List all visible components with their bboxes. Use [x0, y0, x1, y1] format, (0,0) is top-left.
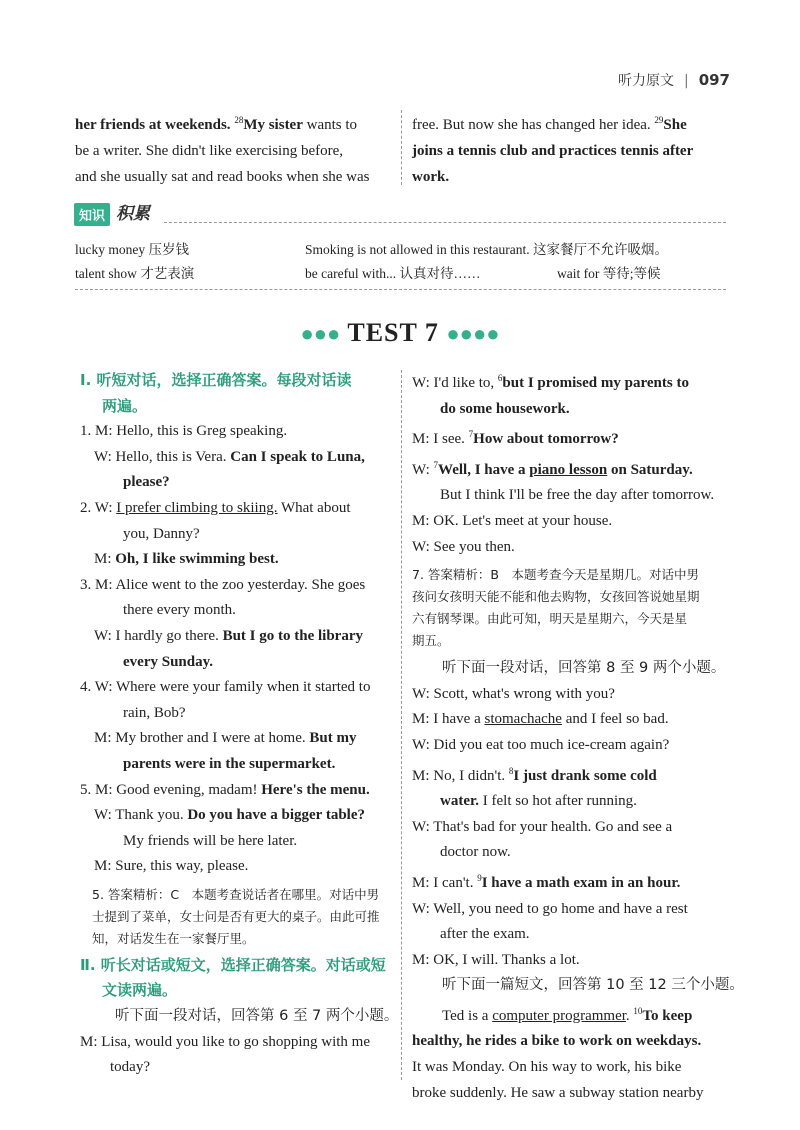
speaker: W:: [412, 375, 430, 391]
vocab-item: lucky money 压岁钱: [75, 242, 189, 257]
text-bold: But my: [309, 730, 357, 747]
text: Ted is a: [442, 1007, 493, 1024]
instruction: 听下面一篇短文，回答第 10 至 12 三个小题。: [442, 977, 744, 994]
text: Well, you need to go home and have a rest: [433, 900, 688, 917]
speaker: W:: [412, 685, 430, 702]
text-bold: but I promised my parents to: [502, 375, 689, 391]
knowledge-badge: 知识: [74, 203, 110, 226]
column-divider: [401, 110, 402, 185]
question-line: [80, 496, 400, 522]
text: OK. Let's meet at your house.: [433, 512, 613, 529]
question-line: [80, 445, 400, 471]
text: Lisa, would you like to go shopping with me: [101, 1033, 370, 1050]
text-bold: To keep: [642, 1007, 693, 1024]
text-bold: Can I speak to Luna,: [230, 448, 365, 465]
text-bold: Oh, I like swimming best.: [115, 551, 279, 568]
knowledge-title: 积累: [116, 204, 150, 224]
text-bold: work.: [412, 169, 450, 185]
vocab-item: wait for 等待;等候: [557, 266, 661, 281]
section-heading: Ⅰ. 听短对话，选择正确答案。每段对话读: [80, 371, 352, 389]
circled-number: 9: [477, 872, 482, 883]
speaker: 5. M:: [80, 781, 113, 798]
text-bold: My sister: [243, 117, 303, 133]
underlined-text: I prefer climbing to skiing.: [116, 499, 278, 516]
text: That's bad for your health. Go and see a: [433, 818, 673, 835]
text: I'd like to,: [433, 375, 495, 391]
text-bold: How about tomorrow?: [473, 431, 619, 448]
instruction: 听下面一段对话，回答第 6 至 7 两个小题。: [115, 1008, 399, 1025]
text-bold: her friends at weekends.: [75, 117, 231, 133]
section-heading: Ⅱ. 听长对话或短文，选择正确答案。对话或短: [80, 955, 386, 974]
test-title: [0, 318, 800, 348]
text-bold: please?: [123, 474, 170, 491]
question-line: [80, 419, 400, 445]
answer-note: 士提到了菜单，女士问是否有更大的桌子。由此可推: [92, 908, 380, 924]
text-bold: Do you have a bigger table?: [187, 807, 365, 824]
circled-number: 8: [508, 765, 514, 776]
speaker: M:: [412, 431, 430, 448]
circled-number: 6: [497, 373, 503, 383]
section-heading: 文读两遍。: [102, 981, 178, 1000]
text: I hardly go there.: [115, 627, 219, 644]
text: free. But now she has changed her idea.: [412, 117, 651, 133]
title-dots-left: ●●●: [300, 321, 341, 346]
circled-number: 7: [433, 459, 439, 470]
text-bold: do some housework.: [440, 400, 570, 417]
top-right-text: [412, 107, 730, 190]
speaker: 3. M:: [80, 576, 113, 593]
speaker: M:: [94, 730, 112, 747]
speaker: M:: [412, 711, 430, 728]
speaker: 2. W:: [80, 499, 113, 516]
text: Did you eat too much ice-cream again?: [433, 736, 670, 753]
vocab-item: be careful with... 认真对待……: [305, 266, 481, 281]
text-bold: I just drank some cold: [513, 767, 657, 784]
answer-note: 知，对话发生在一家餐厅里。: [92, 930, 255, 946]
answer-note: 7. 答案精析：B 本题考查今天是星期几。对话中男: [412, 567, 699, 583]
text-bold: I have a math exam in an hour.: [481, 874, 681, 891]
right-column: W: I'd like to, $^6$but I promised my parents to do some housework. M: I see. $^7$How about tomorrow? W: $^7$Well, I have a piano lesson on Saturday. But I think I'll be free the day after tomorrow. M: OK. Let's meet at your house. W: See you then. 7. 答案精析：B 本题考查今天是星期几。对话中男 孩问女孩明天能不能和他去购物，女孩回答说她星期 六有钢琴课。由此可知，明天是星期六，今天是星 期五。 听下面一段对话，回答第 8 至 9 两个小题。 W: Scott, what's wrong with you? M: I have a stomachache and I feel so bad. W: Did you eat too much ice-cream again? M: No, I didn't. $^8$I just drank some cold water. I felt so hot after running. W: That's bad for your health. Go and see a doctor now. M: I can't. $^9$I have a math exam in an hour. W: Well, you need to go home and have a rest after the exam. M: OK, I will. Thanks a lot. 听下面一篇短文，回答第 10 至 12 三个小题。 Ted is a computer programmer. $^{10}$To keep healthy, he rides a bike to work on weekdays. It was Monday. On his way to work, his bike broke suddenly. He saw a subway station nearby: [412, 366, 732, 1106]
text: you, Danny?: [123, 525, 200, 542]
answer-note: 六有钢琴课。由此可知，明天是星期六，今天是星: [412, 611, 688, 627]
text: See you then.: [433, 538, 515, 555]
underlined-text: piano lesson: [529, 461, 608, 478]
speaker: W:: [412, 818, 430, 835]
text: My brother and I were at home.: [115, 730, 306, 747]
circled-number: 29: [654, 115, 664, 125]
page-number: 097: [698, 71, 730, 89]
text: Scott, what's wrong with you?: [433, 685, 615, 702]
text-bold: healthy, he rides a bike to work on weekdays.: [412, 1033, 702, 1050]
text: after the exam.: [440, 926, 530, 943]
text: I can't.: [433, 874, 474, 891]
text: But I think I'll be free the day after tomorrow.: [440, 487, 715, 504]
speaker: M:: [80, 1033, 98, 1050]
instruction: 听下面一段对话，回答第 8 至 9 两个小题。: [442, 660, 726, 677]
test-title-text: TEST 7: [347, 318, 439, 347]
text: I felt so hot after running.: [479, 793, 637, 810]
top-left-text: [75, 107, 393, 190]
text: I see.: [433, 431, 465, 448]
speaker: M:: [412, 767, 430, 784]
text: doctor now.: [440, 844, 511, 861]
speaker: M:: [412, 951, 430, 968]
speaker: M:: [94, 858, 112, 875]
answer-note: 期五。: [412, 633, 450, 649]
left-column: [80, 368, 400, 1081]
text-bold: water.: [440, 793, 480, 810]
knowledge-top-rule: [164, 222, 726, 223]
speaker: M:: [412, 874, 430, 891]
text: Where were your family when it started to: [115, 679, 371, 696]
speaker: W:: [412, 461, 430, 478]
column-divider: [401, 370, 402, 1080]
text: Hello, this is Vera.: [115, 448, 227, 465]
text-bold: But I go to the library: [222, 627, 363, 644]
circled-number: 7: [468, 429, 474, 440]
header-section: 听力原文: [617, 73, 674, 89]
text: My friends will be here later.: [123, 832, 298, 849]
speaker: W:: [94, 627, 112, 644]
vocab-item: Smoking is not allowed in this restaurant. 这家餐厅不允许吸烟。: [305, 242, 668, 257]
speaker: W:: [412, 538, 430, 555]
circled-number: 10: [633, 1005, 643, 1016]
circled-number: 28: [234, 115, 244, 125]
text: No, I didn't.: [433, 767, 506, 784]
text-bold: She: [663, 117, 687, 133]
text: wants to: [302, 117, 358, 133]
speaker: W:: [94, 448, 112, 465]
text: OK, I will. Thanks a lot.: [433, 951, 580, 968]
text-bold: Well, I have a: [438, 461, 530, 478]
page-header: [618, 70, 730, 90]
knowledge-bottom-rule: [75, 289, 726, 290]
answer-note: 孩问女孩明天能不能和他去购物，女孩回答说她星期: [412, 589, 700, 605]
text: Hello, this is Greg speaking.: [116, 423, 288, 440]
underlined-text: computer programmer: [492, 1007, 626, 1024]
speaker: W:: [94, 807, 112, 824]
text: broke suddenly. He saw a subway station nearby: [412, 1084, 704, 1101]
text: Alice went to the zoo yesterday. She goes: [115, 576, 366, 593]
speaker: M:: [412, 512, 430, 529]
text: rain, Bob?: [123, 704, 186, 721]
text: It was Monday. On his way to work, his bike: [412, 1059, 682, 1076]
text: and I feel so bad.: [561, 711, 669, 728]
text: I have a: [433, 711, 485, 728]
text-bold: on Saturday.: [607, 461, 693, 478]
speaker: W:: [412, 900, 430, 917]
text-bold: joins a tennis club and practices tennis after: [412, 143, 694, 159]
text: What about: [277, 499, 351, 516]
text-bold: every Sunday.: [123, 653, 214, 670]
answer-note: 5. 答案精析：C 本题考查说话者在哪里。对话中男: [92, 886, 380, 902]
text: Good evening, madam!: [116, 781, 258, 798]
speaker: M:: [94, 551, 112, 568]
speaker: W:: [412, 736, 430, 753]
vocab-item: talent show 才艺表演: [75, 266, 195, 281]
speaker: 1. M:: [80, 423, 113, 440]
text-bold: parents were in the supermarket.: [123, 755, 336, 772]
header-divider: |: [683, 73, 689, 89]
text: Thank you.: [115, 807, 184, 824]
underlined-text: stomachache: [484, 711, 562, 728]
section-heading: 两遍。: [102, 396, 148, 415]
text: Sure, this way, please.: [115, 858, 249, 875]
text: there every month.: [123, 602, 236, 619]
text: today?: [110, 1059, 150, 1076]
text-line: and she usually sat and read books when she was: [75, 169, 370, 185]
text-line: be a writer. She didn't like exercising before,: [75, 143, 344, 159]
text-bold: Here's the menu.: [261, 781, 370, 798]
speaker: 4. W:: [80, 679, 113, 696]
title-dots-right: ●●●●: [446, 321, 500, 346]
